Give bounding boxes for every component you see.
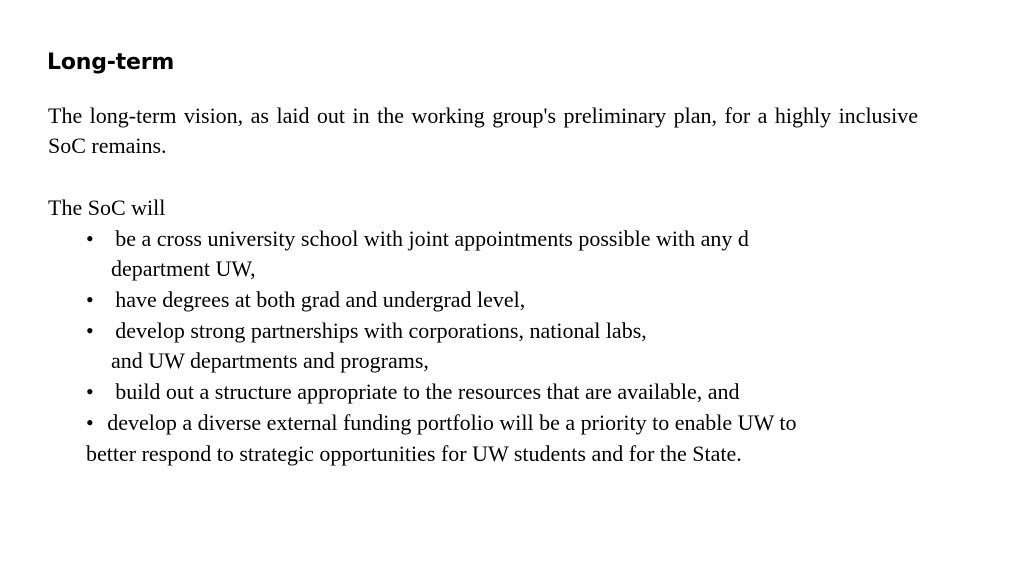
list-item — [86, 285, 525, 315]
list-lead: The SoC will — [48, 195, 166, 220]
list-item-text: have degrees at both grad and undergrad level, — [115, 287, 526, 312]
list-item — [86, 377, 740, 407]
list-item-text: be a cross university school with joint appointments possible with any d — [115, 226, 749, 251]
slide-title: Long-term — [47, 50, 175, 75]
list-item — [86, 316, 647, 346]
list-item-continuation: and UW departments and programs, — [111, 348, 429, 373]
intro-paragraph: The long-term vision, as laid out in the working group's preliminary plan, for a highly inclusive SoC remains. — [48, 103, 918, 158]
list-item — [86, 408, 797, 438]
bullet-icon: • — [86, 379, 94, 404]
list-item-text: develop a diverse external funding portfolio will be a priority to enable UW to — [107, 410, 797, 435]
bullet-icon: • — [86, 226, 94, 251]
bullet-icon: • — [86, 410, 94, 435]
bullet-icon: • — [86, 287, 94, 312]
list-item-text: build out a structure appropriate to the resources that are available, and — [115, 379, 740, 404]
bullet-icon: • — [86, 318, 94, 343]
list-item-text: develop strong partnerships with corporations, national labs, — [115, 318, 647, 343]
list-item-continuation: better respond to strategic opportunities for UW students and for the State. — [86, 441, 742, 466]
list-item-continuation: department UW, — [111, 256, 256, 281]
list-item — [86, 224, 749, 254]
